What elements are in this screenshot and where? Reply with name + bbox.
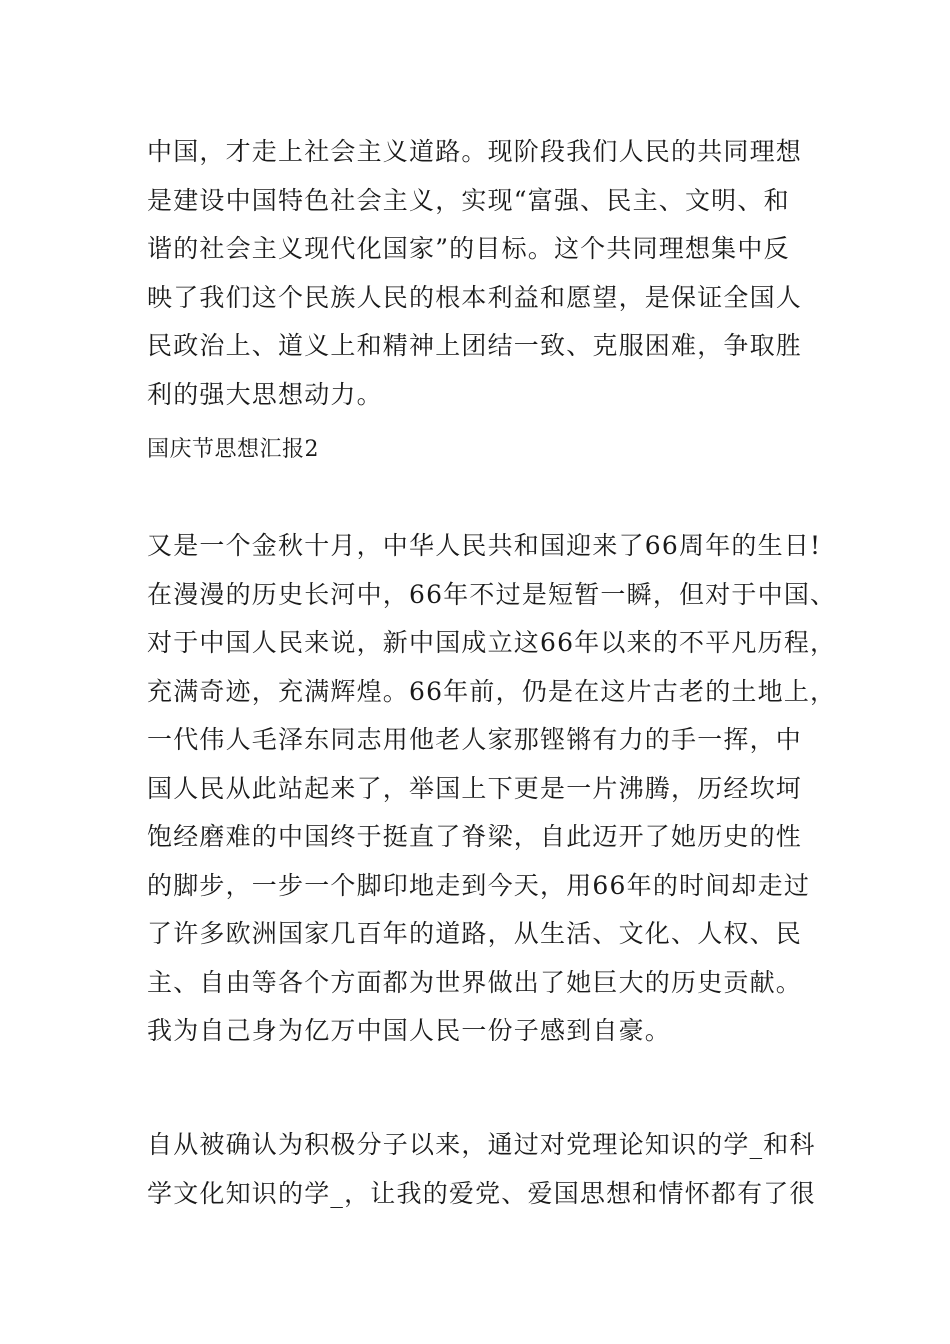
text-line: 的脚步，一步一个脚印地走到今天，用66年的时间却走过: [147, 870, 811, 900]
text-line: 学文化知识的学_，让我的爱党、爱国思想和情怀都有了很: [147, 1178, 816, 1208]
text-line: 一代伟人毛泽东同志用他老人家那铿锵有力的手一挥，中: [147, 725, 803, 754]
text-line: 又是一个金秋十月，中华人民共和国迎来了66周年的生日!: [147, 531, 822, 560]
text-line: 民政治上、道义上和精神上团结一致、克服困难，争取胜: [147, 331, 803, 360]
text-line: 映了我们这个民族人民的根本利益和愿望，是保证全国人: [147, 282, 803, 312]
text-line: 在漫漫的历史长河中，66年不过是短暂一瞬，但对于中国、: [147, 579, 837, 609]
paragraph-1: [147, 128, 817, 419]
text-line: 自从被确认为积极分子以来，通过对党理论知识的学_和科: [147, 1130, 816, 1159]
text-line: 了许多欧洲国家几百年的道路，从生活、文化、人权、民: [147, 919, 803, 948]
text-line: 我为自己身为亿万中国人民一份子感到自豪。: [147, 1016, 672, 1045]
text-line: 对于中国人民来说，新中国成立这66年以来的不平凡历程，: [147, 628, 837, 657]
text-line: 国人民从此站起来了，举国上下更是一片沸腾，历经坎坷: [147, 773, 803, 803]
text-line: 谐的社会主义现代化国家”的目标。这个共同理想集中反: [147, 234, 790, 263]
text-line: 饱经磨难的中国终于挺直了脊梁，自此迈开了她历史的性: [147, 822, 803, 851]
text-line: 中国，才走上社会主义道路。现阶段我们人民的共同理想: [147, 137, 803, 166]
text-line: 充满奇迹，充满辉煌。66年前，仍是在这片古老的土地上，: [147, 676, 837, 706]
text-line: 主、自由等各个方面都为世界做出了她巨大的历史贡献。: [147, 967, 803, 997]
text-line: 利的强大思想动力。: [147, 379, 383, 409]
paragraph-2: [147, 522, 837, 1056]
section-heading: 国庆节思想汇报2: [147, 437, 319, 462]
paragraph-3: [147, 1121, 817, 1218]
text-line: 是建设中国特色社会主义，实现“富强、民主、文明、和: [147, 185, 790, 215]
